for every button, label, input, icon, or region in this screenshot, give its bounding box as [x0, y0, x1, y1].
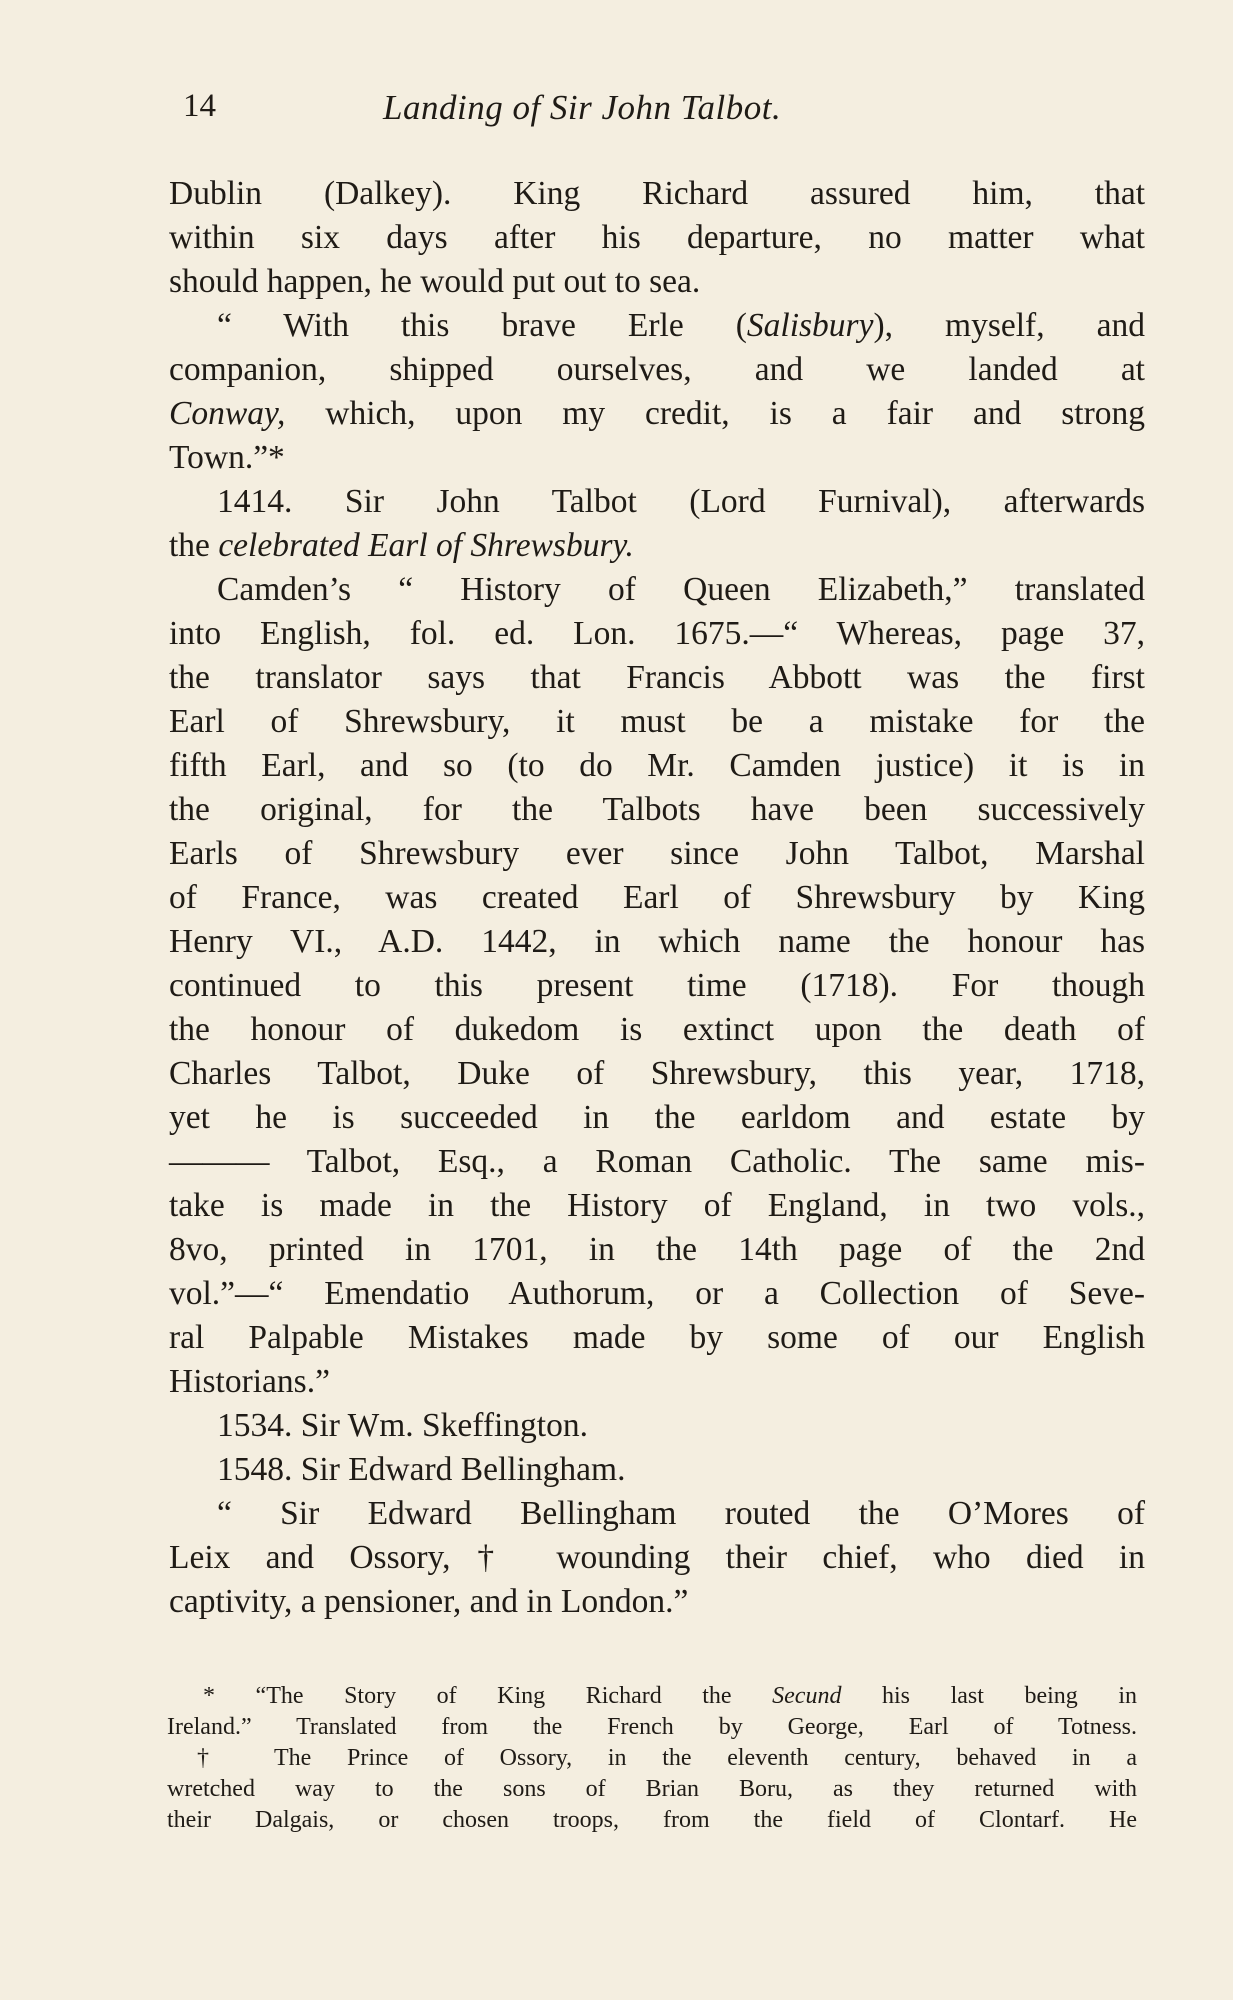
footnote-line: Ireland.” Translated from the French by George, Earl of Totness.: [167, 1714, 1137, 1740]
text-line: Camden’s “ History of Queen Elizabeth,” translated: [217, 571, 1145, 608]
running-header: [183, 88, 943, 138]
text-line: continued to this present time (1718). For though: [169, 967, 1145, 1004]
text-line: Dublin (Dalkey). King Richard assured him, that: [169, 175, 1145, 212]
footnote-line: [167, 1681, 1137, 1712]
footnote-line: wretched way to the sons of Brian Boru, as they returned with: [167, 1776, 1137, 1802]
text-line: of France, was created Earl of Shrewsbury by King: [169, 879, 1145, 916]
text-line: [169, 392, 1145, 436]
text-line: Historians.”: [169, 1363, 330, 1400]
text-line: the honour of dukedom is extinct upon the death of: [169, 1011, 1145, 1048]
text-line: the translator says that Francis Abbott was the first: [169, 659, 1145, 696]
text-line: Leix and Ossory,† wounding their chief, who died in: [169, 1539, 1145, 1576]
text-line: the original, for the Talbots have been successively: [169, 791, 1145, 828]
text-segment: ), myself, and: [873, 307, 1145, 344]
footnote-line: their Dalgais, or chosen troops, from the field of Clontarf. He: [167, 1807, 1137, 1833]
text-line: Charles Talbot, Duke of Shrewsbury, this year, 1718,: [169, 1055, 1145, 1092]
text-line: 1548. Sir Edward Bellingham.: [217, 1451, 626, 1488]
text-line: ——— Talbot, Esq., a Roman Catholic. The same mis-: [169, 1143, 1145, 1180]
text-line: Town.”*: [169, 439, 285, 476]
text-line: 1414. Sir John Talbot (Lord Furnival), afterwards: [217, 483, 1145, 520]
text-line: vol.”—“ Emendatio Authorum, or a Collection of Seve-: [169, 1275, 1145, 1312]
footnote-line: † The Prince of Ossory, in the eleventh century, behaved in a: [197, 1745, 1137, 1771]
text-line: should happen, he would put out to sea.: [169, 263, 701, 300]
italic-segment: Conway,: [169, 395, 286, 432]
running-title: Landing of Sir John Talbot.: [383, 88, 782, 127]
text-segment: the: [169, 527, 219, 564]
text-line: into English, fol. ed. Lon. 1675.—“ Whereas, page 37,: [169, 615, 1145, 652]
text-line: Earl of Shrewsbury, it must be a mistake for the: [169, 703, 1145, 740]
text-line: 8vo, printed in 1701, in the 14th page of the 2nd: [169, 1231, 1145, 1268]
italic-segment: Salisbury: [746, 307, 874, 344]
text-line: captivity, a pensioner, and in London.”: [169, 1583, 689, 1620]
italic-segment: Secund: [772, 1683, 842, 1709]
text-line: [169, 524, 1145, 568]
text-line: “ Sir Edward Bellingham routed the O’Mores of: [217, 1495, 1145, 1532]
page-number: 14: [183, 88, 216, 124]
text-segment: “ With this brave Erle (: [217, 307, 747, 344]
text-line: 1534. Sir Wm. Skeffington.: [217, 1407, 588, 1444]
text-line: within six days after his departure, no matter what: [169, 219, 1145, 256]
text-line: companion, shipped ourselves, and we landed at: [169, 351, 1145, 388]
text-line: fifth Earl, and so (to do Mr. Camden justice) it is in: [169, 747, 1145, 784]
body-text: [169, 172, 1145, 1624]
text-segment: which, upon my credit, is a fair and strong: [285, 395, 1145, 432]
text-line: Henry VI., A.D. 1442, in which name the honour has: [169, 923, 1145, 960]
footnotes: [167, 1681, 1137, 1836]
text-line: [169, 304, 1145, 348]
text-segment: his last being in: [841, 1683, 1137, 1709]
text-segment: * “The Story of King Richard the: [203, 1683, 773, 1709]
text-line: ral Palpable Mistakes made by some of our English: [169, 1319, 1145, 1356]
text-line: yet he is succeeded in the earldom and estate by: [169, 1099, 1145, 1136]
text-line: take is made in the History of England, in two vols.,: [169, 1187, 1145, 1224]
text-line: Earls of Shrewsbury ever since John Talbot, Marshal: [169, 835, 1145, 872]
italic-segment: celebrated Earl of Shrewsbury.: [218, 527, 634, 564]
